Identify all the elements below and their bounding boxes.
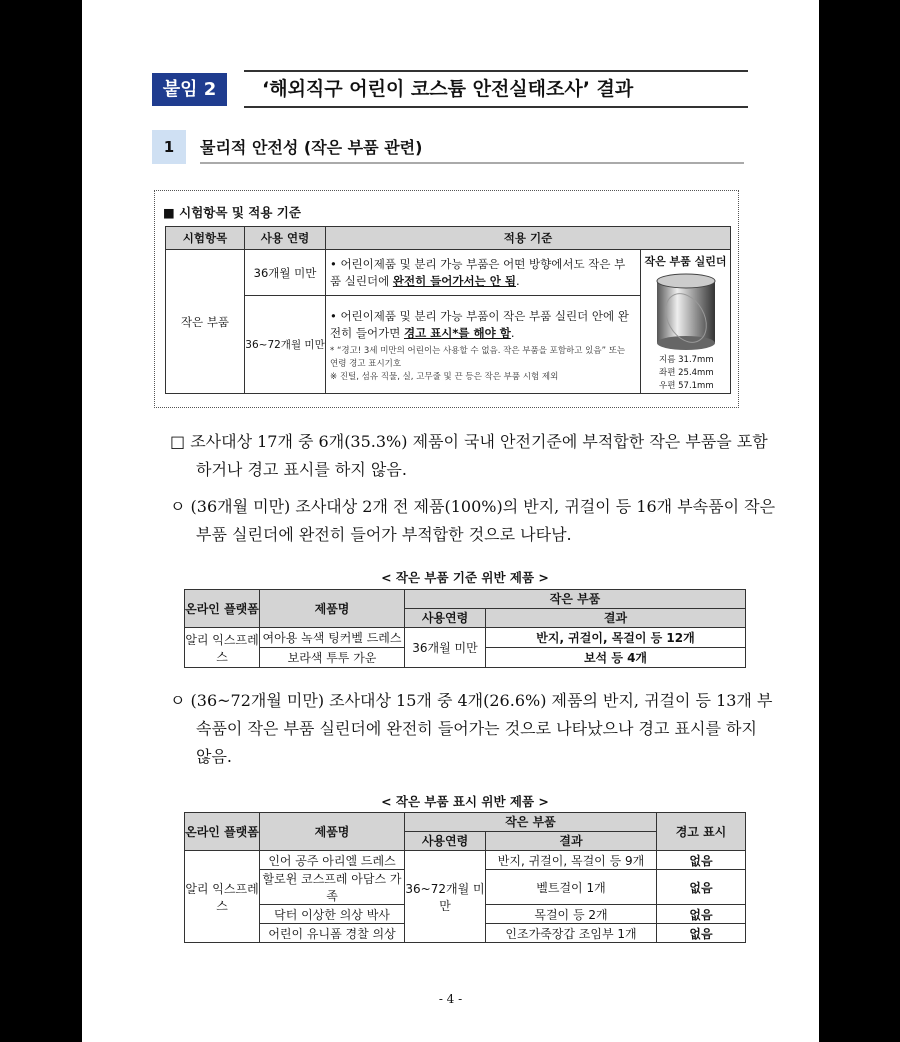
table-row: 할로윈 코스프레 아담스 가족 [260, 870, 405, 905]
appendix-badge: 붙임 2 [152, 73, 227, 106]
criteria-header-age: 사용 연령 [245, 227, 326, 250]
t2-header-result: 결과 [486, 832, 657, 851]
t2-platform: 알리 익스프레스 [185, 851, 260, 943]
dim-diameter: 지름 31.7mm [659, 355, 714, 365]
appendix-title: ‘해외직구 어린이 코스튬 안전실태조사’ 결과 [262, 78, 634, 100]
table2-caption: < 작은 부품 표시 위반 제품 > [381, 794, 549, 809]
t1-header-result: 결과 [486, 609, 746, 628]
t2-header-group: 작은 부품 [405, 813, 657, 832]
criteria-rule-2: • 어린이제품 및 분리 가능 부품이 작은 부품 실린더 안에 완전히 들어가면 경고 표시*를 해야 함. * “경고! 3세 미만의 어린이는 사용할 수 없음. 작은 부품을 포함하고 있음” 또는 연령 경고 표시기호 ※ 진털, 섬유 직물, 실, 고무줄 및 끈 등은 작은 부품 시험 제외 [326, 296, 641, 394]
criteria-caption: ■ 시험항목 및 적용 기준 [163, 205, 301, 220]
t1-result: 보석 등 4개 [486, 648, 746, 668]
document-page [82, 0, 819, 1042]
t1-header-platform: 온라인 플랫폼 [185, 590, 260, 628]
t1-header-group: 작은 부품 [405, 590, 746, 609]
t2-warning: 없음 [657, 905, 746, 924]
under36-paragraph: ㅇ (36개월 미만) 조사대상 2개 전 제품(100%)의 반지, 귀걸이 등 16개 부속품이 작은 부품 실린더에 완전히 들어가 부적합한 것으로 나타남. [170, 497, 776, 544]
t2-result: 목걸이 등 2개 [486, 905, 657, 924]
section-underline [200, 162, 744, 164]
cylinder-panel [641, 250, 731, 394]
t2-result: 벨트걸이 1개 [486, 870, 657, 905]
section-title: 물리적 안전성 (작은 부품 관련) [200, 138, 423, 157]
criteria-header-item: 시험항목 [166, 227, 245, 250]
table-row: 어린이 유니폼 경찰 의상 [260, 924, 405, 943]
table-row: 여아용 녹색 팅커벨 드레스 [260, 628, 405, 648]
t1-age: 36개월 미만 [405, 628, 486, 668]
t2-header-platform: 온라인 플랫폼 [185, 813, 260, 851]
criteria-note-1: * “경고! 3세 미만의 어린이는 사용할 수 없음. 작은 부품을 포함하고 있음” 또는 연령 경고 표시기호 [330, 346, 626, 369]
criteria-header-standard: 적용 기준 [326, 227, 731, 250]
dim-right: 우편 57.1mm [659, 381, 714, 391]
page-number: - 4 - [438, 992, 463, 1006]
cylinder-dimensions [641, 354, 730, 393]
t2-result: 인조가죽장갑 조임부 1개 [486, 924, 657, 943]
t2-header-product: 제품명 [260, 813, 405, 851]
age36-72-paragraph: ㅇ (36~72개월 미만) 조사대상 15개 중 4개(26.6%) 제품의 반지, 귀걸이 등 13개 부속품이 작은 부품 실린더에 완전히 들어가는 것으로 나타났으나 경고 표시를 하지 않음. [170, 691, 773, 766]
cylinder-title: 작은 부품 실린더 [644, 255, 727, 268]
cylinder-icon [651, 273, 721, 351]
section-number: 1 [152, 130, 186, 164]
violation-table-2 [184, 812, 746, 943]
t2-result: 반지, 귀걸이, 목걸이 등 9개 [486, 851, 657, 870]
table-row: 인어 공주 아리엘 드레스 [260, 851, 405, 870]
criteria-table [165, 226, 731, 394]
summary-paragraph: □ 조사대상 17개 중 6개(35.3%) 제품이 국내 안전기준에 부적합한 작은 부품을 포함하거나 경고 표시를 하지 않음. [170, 432, 768, 479]
header-rule-bottom [244, 106, 748, 108]
t1-header-product: 제품명 [260, 590, 405, 628]
section-heading [152, 130, 744, 164]
criteria-box [154, 190, 739, 408]
t2-warning: 없음 [657, 924, 746, 943]
t1-platform: 알리 익스프레스 [185, 628, 260, 668]
t2-warning: 없음 [657, 851, 746, 870]
table-row: 보라색 투투 가운 [260, 648, 405, 668]
dim-left: 좌편 25.4mm [659, 368, 714, 378]
criteria-age-2: 36~72개월 미만 [245, 296, 326, 394]
t2-header-warning: 경고 표시 [657, 813, 746, 851]
criteria-rule-1: • 어린이제품 및 분리 가능 부품은 어떤 방향에서도 작은 부품 실린더에 완전히 들어가서는 안 됨. [326, 250, 641, 296]
t2-header-age: 사용연령 [405, 832, 486, 851]
header-rule-top [244, 70, 748, 72]
table-row: 닥터 이상한 의상 박사 [260, 905, 405, 924]
criteria-age-1: 36개월 미만 [245, 250, 326, 296]
t1-result: 반지, 귀걸이, 목걸이 등 12개 [486, 628, 746, 648]
t2-age: 36~72개월 미만 [405, 851, 486, 943]
violation-table-1 [184, 589, 746, 668]
t2-warning: 없음 [657, 870, 746, 905]
table1-caption: < 작은 부품 기준 위반 제품 > [381, 570, 549, 585]
t1-header-age: 사용연령 [405, 609, 486, 628]
criteria-item: 작은 부품 [166, 250, 245, 394]
criteria-note-2: ※ 진털, 섬유 직물, 실, 고무줄 및 끈 등은 작은 부품 시험 제외 [330, 372, 559, 382]
appendix-header [152, 70, 748, 108]
